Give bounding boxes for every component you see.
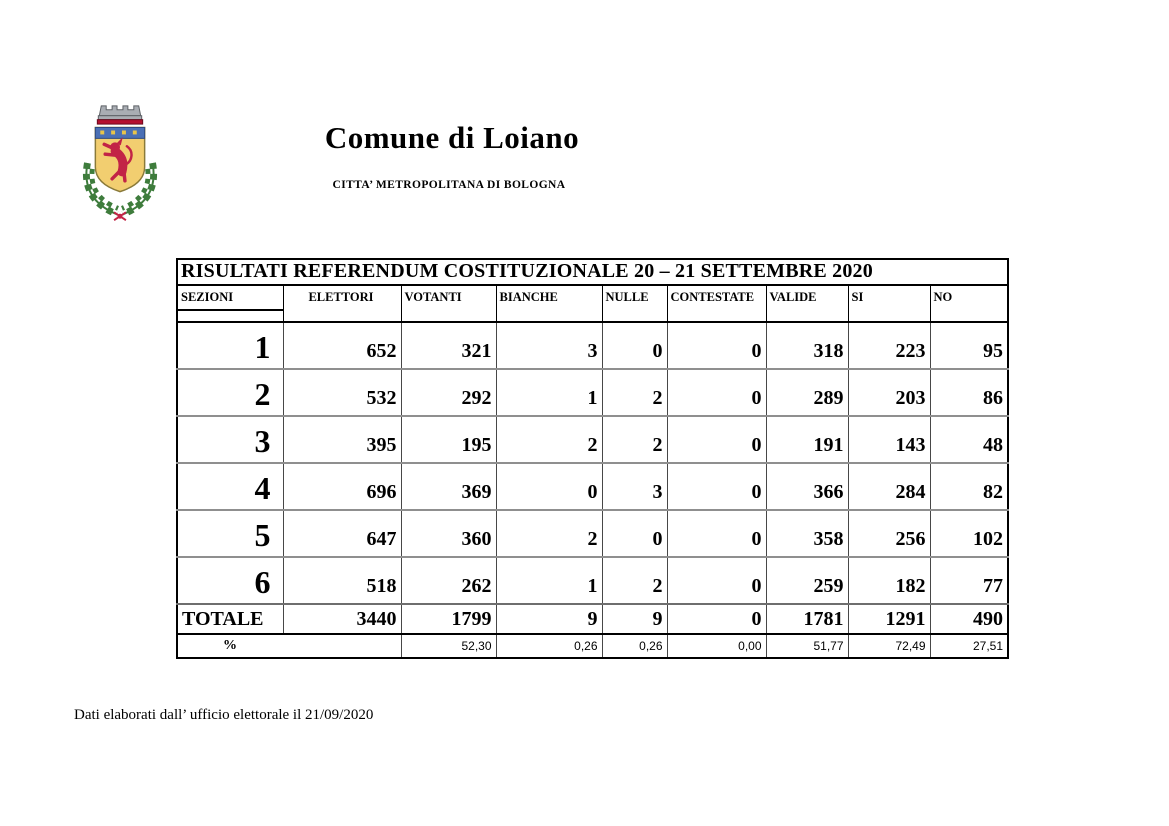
col-header-sezioni: SEZIONI [177, 285, 283, 310]
percent-nulle: 0,26 [602, 634, 667, 658]
value-cell: 2 [602, 416, 667, 463]
percent-valide: 51,77 [766, 634, 848, 658]
value-cell: 0 [667, 416, 766, 463]
value-cell: 182 [848, 557, 930, 604]
ribbon [114, 212, 126, 220]
shield [95, 128, 144, 192]
value-cell: 3 [602, 463, 667, 510]
header-spacer-cell [177, 310, 283, 322]
value-cell: 0 [667, 322, 766, 369]
table-title: RISULTATI REFERENDUM COSTITUZIONALE 20 – 21 SETTEMBRE 2020 [177, 259, 1008, 285]
value-cell: 0 [602, 322, 667, 369]
section-number-cell: 3 [177, 416, 283, 463]
value-cell: 395 [283, 416, 401, 463]
value-cell: 256 [848, 510, 930, 557]
value-cell: 518 [283, 557, 401, 604]
totale-row [177, 604, 1008, 634]
value-cell: 191 [766, 416, 848, 463]
value-cell: 223 [848, 322, 930, 369]
section-number-cell: 1 [177, 322, 283, 369]
table-row [177, 557, 1008, 604]
value-cell: 532 [283, 369, 401, 416]
table-row [177, 369, 1008, 416]
totale-valide: 1781 [766, 604, 848, 634]
percent-bianche: 0,26 [496, 634, 602, 658]
value-cell: 2 [496, 416, 602, 463]
value-cell: 358 [766, 510, 848, 557]
value-cell: 259 [766, 557, 848, 604]
percent-no: 27,51 [930, 634, 1008, 658]
col-header-si: SI [848, 285, 930, 322]
totale-contestate: 0 [667, 604, 766, 634]
table-row [177, 416, 1008, 463]
totale-no: 490 [930, 604, 1008, 634]
value-cell: 102 [930, 510, 1008, 557]
col-header-elettori: ELETTORI [283, 285, 401, 322]
value-cell: 369 [401, 463, 496, 510]
value-cell: 2 [602, 557, 667, 604]
value-cell: 195 [401, 416, 496, 463]
table-row [177, 510, 1008, 557]
value-cell: 143 [848, 416, 930, 463]
table-header-row [177, 285, 1008, 310]
section-number-cell: 5 [177, 510, 283, 557]
value-cell: 360 [401, 510, 496, 557]
totale-label: TOTALE [177, 604, 283, 634]
value-cell: 318 [766, 322, 848, 369]
totale-votanti: 1799 [401, 604, 496, 634]
value-cell: 0 [496, 463, 602, 510]
value-cell: 0 [667, 369, 766, 416]
value-cell: 647 [283, 510, 401, 557]
col-header-votanti: VOTANTI [401, 285, 496, 322]
value-cell: 0 [667, 463, 766, 510]
crown [97, 106, 142, 124]
value-cell: 2 [602, 369, 667, 416]
value-cell: 262 [401, 557, 496, 604]
value-cell: 48 [930, 416, 1008, 463]
percent-row [177, 634, 1008, 658]
col-header-nulle: NULLE [602, 285, 667, 322]
value-cell: 1 [496, 557, 602, 604]
value-cell: 652 [283, 322, 401, 369]
percent-si: 72,49 [848, 634, 930, 658]
value-cell: 95 [930, 322, 1008, 369]
value-cell: 292 [401, 369, 496, 416]
percent-contestate: 0,00 [667, 634, 766, 658]
value-cell: 3 [496, 322, 602, 369]
percent-votanti: 52,30 [401, 634, 496, 658]
coat-of-arms-icon [70, 96, 170, 234]
footer-note: Dati elaborati dall’ ufficio elettorale il 21/09/2020 [74, 707, 374, 723]
value-cell: 203 [848, 369, 930, 416]
value-cell: 0 [602, 510, 667, 557]
value-cell: 1 [496, 369, 602, 416]
value-cell: 321 [401, 322, 496, 369]
totale-nulle: 9 [602, 604, 667, 634]
value-cell: 0 [667, 557, 766, 604]
value-cell: 289 [766, 369, 848, 416]
section-number-cell: 6 [177, 557, 283, 604]
totale-si: 1291 [848, 604, 930, 634]
section-number-cell: 2 [177, 369, 283, 416]
value-cell: 696 [283, 463, 401, 510]
col-header-contestate: CONTESTATE [667, 285, 766, 322]
percent-label-cell [177, 634, 401, 658]
table-row [177, 463, 1008, 510]
value-cell: 284 [848, 463, 930, 510]
value-cell: 82 [930, 463, 1008, 510]
results-table [176, 258, 1009, 659]
totale-bianche: 9 [496, 604, 602, 634]
totale-elettori: 3440 [283, 604, 401, 634]
value-cell: 77 [930, 557, 1008, 604]
table-row [177, 322, 1008, 369]
value-cell: 366 [766, 463, 848, 510]
percent-label: % [223, 638, 237, 653]
col-header-valide: VALIDE [766, 285, 848, 322]
col-header-bianche: BIANCHE [496, 285, 602, 322]
page-title: Comune di Loiano [324, 120, 580, 155]
col-header-no: NO [930, 285, 1008, 322]
section-number-cell: 4 [177, 463, 283, 510]
value-cell: 86 [930, 369, 1008, 416]
value-cell: 0 [667, 510, 766, 557]
value-cell: 2 [496, 510, 602, 557]
page-subtitle: CITTA’ METROPOLITANA DI BOLOGNA [332, 179, 566, 191]
